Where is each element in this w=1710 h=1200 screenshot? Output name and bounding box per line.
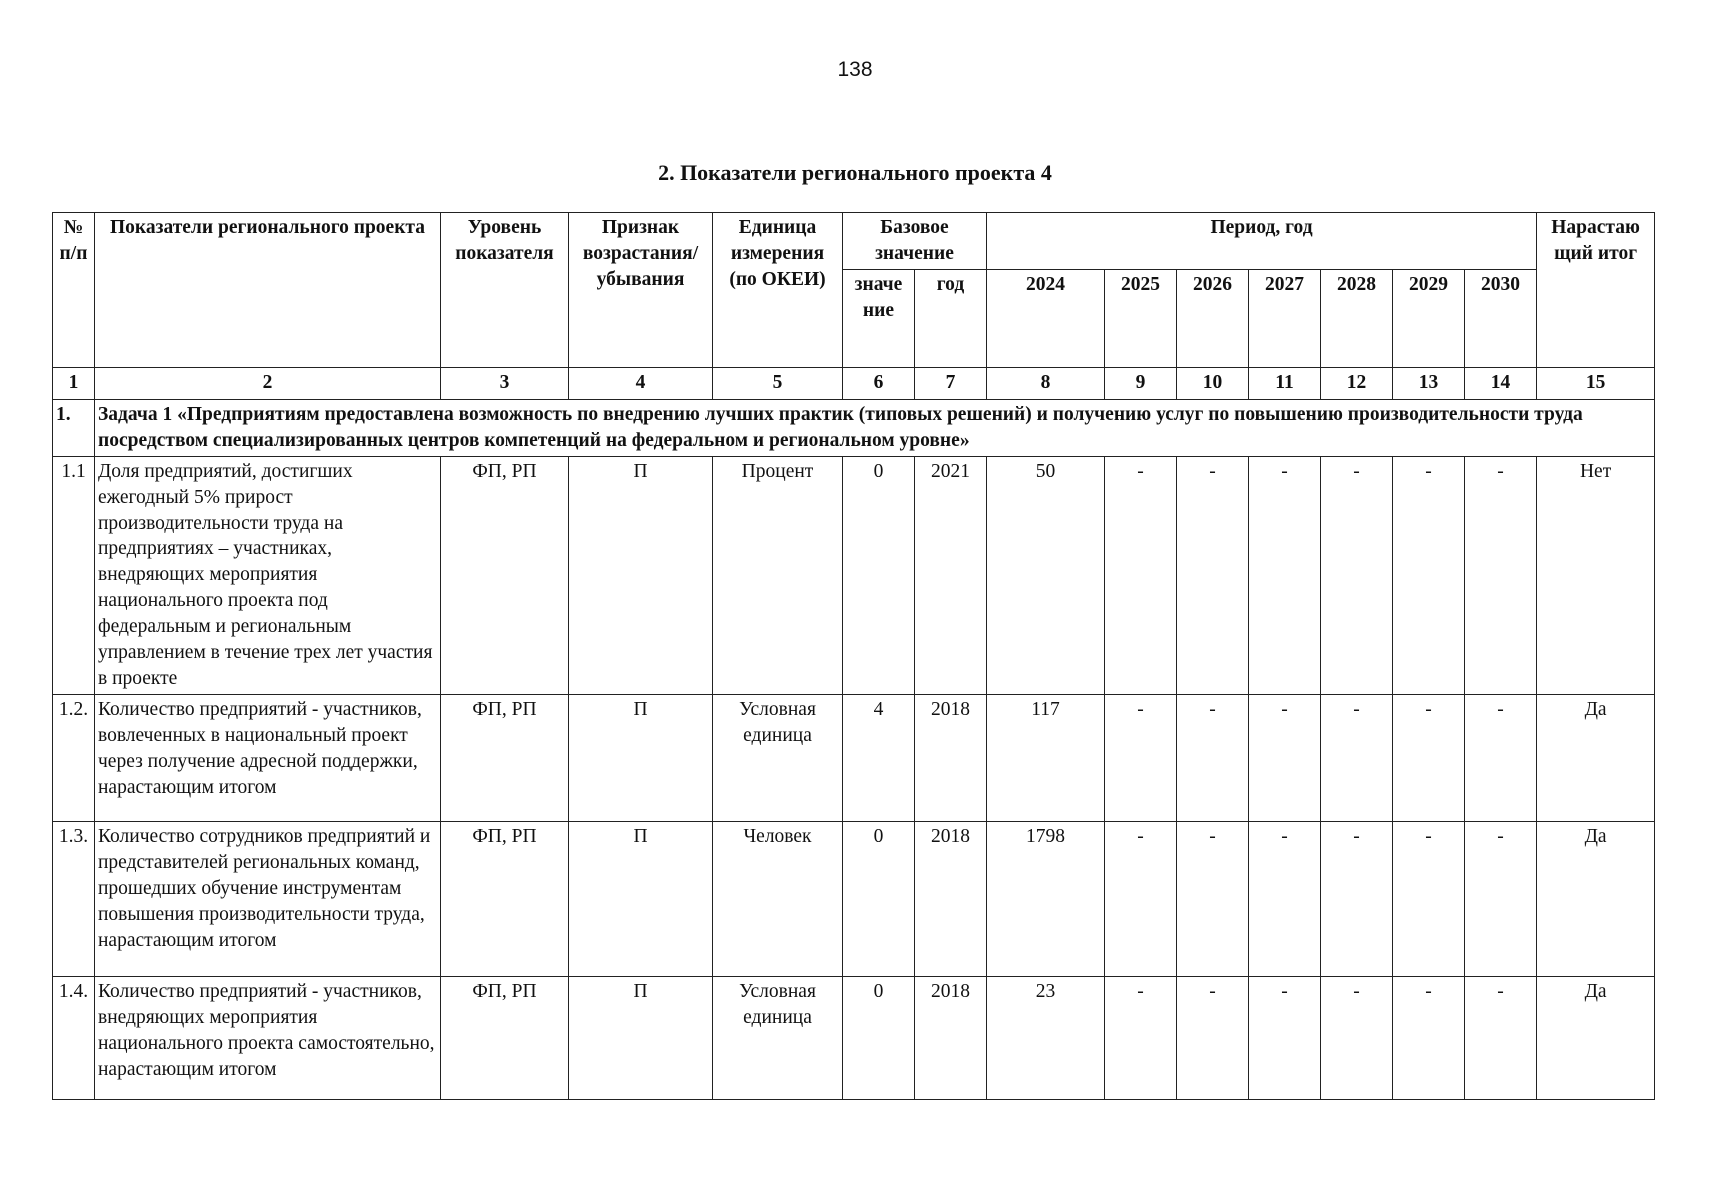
indicator-level: ФП, РП (441, 821, 569, 976)
header-year-2026: 2026 (1177, 269, 1249, 367)
task-row (53, 399, 1655, 456)
value-2030: - (1465, 456, 1537, 694)
column-number: 10 (1177, 367, 1249, 399)
indicator-unit: Условная единица (713, 694, 843, 821)
column-number: 8 (987, 367, 1105, 399)
value-2026: - (1177, 456, 1249, 694)
page-number: 138 (837, 58, 873, 81)
value-2030: - (1465, 694, 1537, 821)
cumulative-flag: Да (1537, 694, 1655, 821)
header-year-2027: 2027 (1249, 269, 1321, 367)
task-text: Задача 1 «Предприятиям предоставлена возможность по внедрению лучших практик (типовых решений) и получению услуг по повышению производительности труда посредством специализированных центров компетенций на федеральном и региональном уровне» (95, 399, 1655, 456)
indicator-unit: Процент (713, 456, 843, 694)
column-number: 7 (915, 367, 987, 399)
value-2026: - (1177, 976, 1249, 1099)
value-2027: - (1249, 456, 1321, 694)
column-number: 12 (1321, 367, 1393, 399)
value-2024: 1798 (987, 821, 1105, 976)
value-2027: - (1249, 976, 1321, 1099)
indicator-name: Количество предприятий - участников, внедряющих мероприятия национального проекта самостоятельно, нарастающим итогом (95, 976, 441, 1099)
cumulative-flag: Нет (1537, 456, 1655, 694)
header-row-top (53, 213, 1655, 270)
header-year-2025: 2025 (1105, 269, 1177, 367)
header-base: Базовое значение (843, 213, 987, 270)
value-2025: - (1105, 821, 1177, 976)
column-number: 2 (95, 367, 441, 399)
header-level: Уровень показателя (441, 213, 569, 368)
value-2024: 23 (987, 976, 1105, 1099)
indicator-sign: П (569, 976, 713, 1099)
value-2027: - (1249, 694, 1321, 821)
indicator-unit: Человек (713, 821, 843, 976)
row-num: 1.4. (53, 976, 95, 1099)
column-number: 1 (53, 367, 95, 399)
task-num: 1. (53, 399, 95, 456)
row-num: 1.3. (53, 821, 95, 976)
value-2030: - (1465, 821, 1537, 976)
table-row (53, 976, 1655, 1099)
value-2028: - (1321, 976, 1393, 1099)
table-row (53, 694, 1655, 821)
base-year: 2018 (915, 821, 987, 976)
row-num: 1.1 (53, 456, 95, 694)
value-2029: - (1393, 821, 1465, 976)
value-2025: - (1105, 456, 1177, 694)
cumulative-flag: Да (1537, 976, 1655, 1099)
header-num: № п/п (53, 213, 95, 368)
value-2027: - (1249, 821, 1321, 976)
table-row (53, 821, 1655, 976)
value-2025: - (1105, 694, 1177, 821)
base-value: 4 (843, 694, 915, 821)
value-2028: - (1321, 821, 1393, 976)
column-number: 6 (843, 367, 915, 399)
indicator-level: ФП, РП (441, 456, 569, 694)
table-row (53, 456, 1655, 694)
header-year-2029: 2029 (1393, 269, 1465, 367)
base-year: 2018 (915, 694, 987, 821)
indicator-sign: П (569, 456, 713, 694)
header-base-value: значе ние (843, 269, 915, 367)
value-2024: 117 (987, 694, 1105, 821)
column-number: 5 (713, 367, 843, 399)
column-number: 15 (1537, 367, 1655, 399)
base-value: 0 (843, 976, 915, 1099)
value-2029: - (1393, 976, 1465, 1099)
value-2028: - (1321, 694, 1393, 821)
value-2026: - (1177, 821, 1249, 976)
indicator-unit: Условная единица (713, 976, 843, 1099)
column-number: 4 (569, 367, 713, 399)
header-indicator: Показатели регионального проекта (95, 213, 441, 368)
header-sign: Признак возрастания/ убывания (569, 213, 713, 368)
indicator-name: Количество предприятий - участников, вовлеченных в национальный проект через получение адресной поддержки, нарастающим итогом (95, 694, 441, 821)
column-number: 11 (1249, 367, 1321, 399)
indicators-table (52, 212, 1655, 1100)
base-value: 0 (843, 456, 915, 694)
value-2030: - (1465, 976, 1537, 1099)
indicator-level: ФП, РП (441, 694, 569, 821)
header-base-year: год (915, 269, 987, 367)
column-number: 13 (1393, 367, 1465, 399)
value-2029: - (1393, 694, 1465, 821)
indicator-sign: П (569, 694, 713, 821)
base-year: 2021 (915, 456, 987, 694)
value-2028: - (1321, 456, 1393, 694)
row-num: 1.2. (53, 694, 95, 821)
column-number: 14 (1465, 367, 1537, 399)
header-cumulative: Нарастаю щий итог (1537, 213, 1655, 368)
indicator-name: Количество сотрудников предприятий и представителей региональных команд, прошедших обучение инструментам повышения производительности труда, нарастающим итогом (95, 821, 441, 976)
column-number: 3 (441, 367, 569, 399)
header-unit: Единица измерения (по ОКЕИ) (713, 213, 843, 368)
header-period: Период, год (987, 213, 1537, 270)
section-title: 2. Показатели регионального проекта 4 (658, 160, 1052, 185)
header-year-2028: 2028 (1321, 269, 1393, 367)
indicator-name: Доля предприятий, достигших ежегодный 5% прирост производительности труда на предприятиях – участниках, внедряющих мероприятия национального проекта под федеральным и региональным управлением в течение трех лет участия в проекте (95, 456, 441, 694)
base-value: 0 (843, 821, 915, 976)
column-number-row (53, 367, 1655, 399)
value-2024: 50 (987, 456, 1105, 694)
indicator-level: ФП, РП (441, 976, 569, 1099)
column-number: 9 (1105, 367, 1177, 399)
value-2029: - (1393, 456, 1465, 694)
value-2025: - (1105, 976, 1177, 1099)
value-2026: - (1177, 694, 1249, 821)
base-year: 2018 (915, 976, 987, 1099)
header-year-2024: 2024 (987, 269, 1105, 367)
indicator-sign: П (569, 821, 713, 976)
header-year-2030: 2030 (1465, 269, 1537, 367)
cumulative-flag: Да (1537, 821, 1655, 976)
